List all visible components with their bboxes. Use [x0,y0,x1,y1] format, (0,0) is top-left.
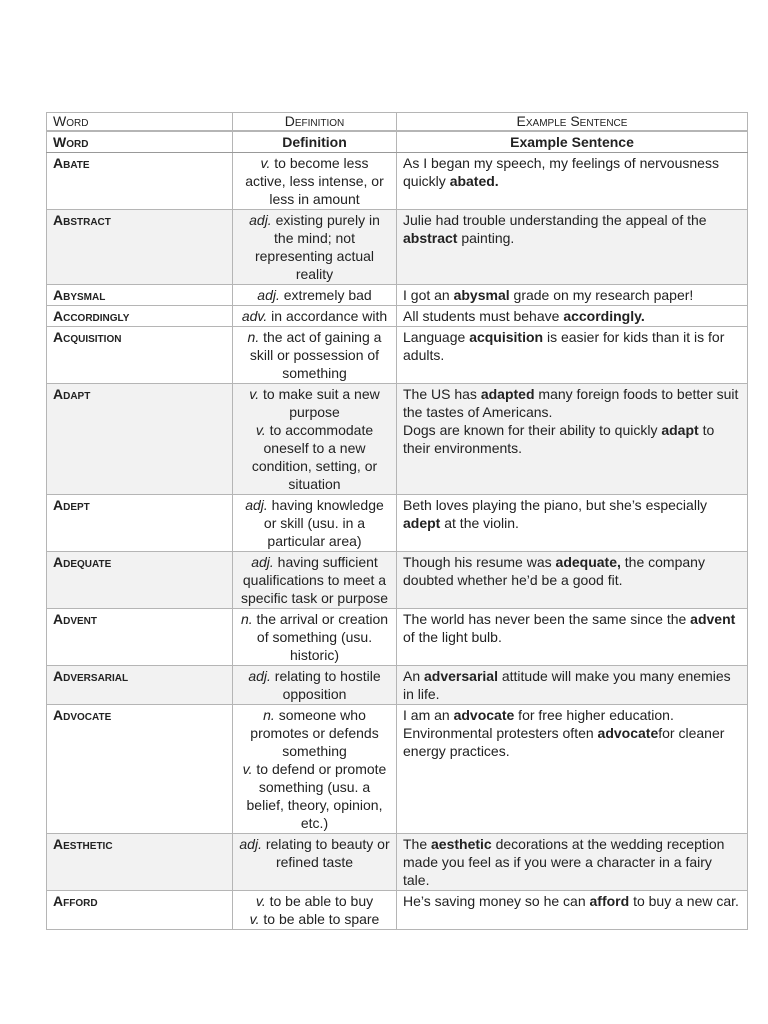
example-sentence: An adversarial attitude will make you many enemies in life. [403,668,731,702]
example-sentence: Environmental protesters often advocatefor cleaner energy practices. [403,725,725,759]
example-column-header: Example Sentence [397,131,748,153]
word-column-header: Word [47,131,233,153]
definition-cell [233,327,397,384]
example-sentence: He’s saving money so he can afford to buy a new car. [403,893,739,909]
example-sentence: I am an advocate for free higher education. [403,707,674,723]
part-of-speech: v. [255,893,266,909]
word-cell: Adversarial [47,666,233,705]
definition-line: v. to be able to spare [249,911,380,927]
part-of-speech: n. [263,707,275,723]
table-row [47,609,748,666]
definition-cell [233,306,397,327]
table-row [47,153,748,210]
part-of-speech: v. [249,386,260,402]
definition-line: adv. in accordance with [241,308,388,324]
table-row [47,285,748,306]
definition-line: n. someone who promotes or defends something [250,707,379,759]
part-of-speech: adj. [239,836,262,852]
example-cell [397,285,748,306]
example-cell [397,327,748,384]
example-sentence: The world has never been the same since the advent of the light bulb. [403,611,736,645]
definition-line: adj. extremely bad [257,287,372,303]
example-cell [397,891,748,930]
table-row [47,705,748,834]
definition-cell [233,666,397,705]
vocabulary-table [46,112,748,930]
vocabulary-word-highlight: afford [589,893,630,909]
definition-cell [233,495,397,552]
vocabulary-word-highlight: advocate [453,707,515,723]
word-cell: Aesthetic [47,834,233,891]
vocabulary-word-highlight: adequate, [555,554,621,570]
part-of-speech: n. [247,329,260,345]
example-sentence: I got an abysmal grade on my research paper! [403,287,694,303]
part-of-speech: adj. [249,212,272,228]
example-cell [397,609,748,666]
table-row [47,891,748,930]
part-of-speech: v. [260,155,271,171]
definition-line: v. to become less active, less intense, or less in amount [245,155,384,207]
part-of-speech: adj. [245,497,268,513]
definition-cell [233,609,397,666]
definition-cell [233,891,397,930]
example-cell [397,834,748,891]
definition-line: adj. relating to hostile opposition [248,668,381,702]
example-sentence: All students must behave accordingly. [403,308,645,324]
word-cell: Adapt [47,384,233,495]
part-of-speech: adj. [257,287,280,303]
definition-line: v. to accommodate oneself to a new condition, setting, or situation [251,422,378,492]
definition-cell [233,210,397,285]
example-sentence: As I began my speech, my feelings of nervousness quickly abated. [403,155,719,189]
vocabulary-word-highlight: aesthetic [431,836,492,852]
definition-line: adj. having sufficient qualifications to meet a specific task or purpose [240,554,389,606]
example-sentence: Beth loves playing the piano, but she’s especially adept at the violin. [403,497,708,531]
table-row [47,834,748,891]
vocabulary-word-highlight: adept [403,515,441,531]
definition-cell [233,153,397,210]
example-sentence: Though his resume was adequate, the company doubted whether he’d be a good fit. [403,554,705,588]
table-header-row [47,113,748,132]
table-row [47,384,748,495]
word-cell: Advocate [47,705,233,834]
vocabulary-word-highlight: advocate [597,725,659,741]
vocabulary-word-highlight: abstract [403,230,458,246]
definition-column-header: Definition [233,131,397,153]
example-cell [397,552,748,609]
vocabulary-word-highlight: abated. [449,173,499,189]
word-cell: Abate [47,153,233,210]
table-row [47,306,748,327]
vocabulary-word-highlight: acquisition [469,329,544,345]
example-column-header: Example Sentence [397,113,748,132]
word-cell: Accordingly [47,306,233,327]
example-cell [397,495,748,552]
part-of-speech: n. [240,611,253,627]
vocabulary-word-highlight: advent [690,611,736,627]
definition-column-header: Definition [233,113,397,132]
vocabulary-word-highlight: adapted [480,386,535,402]
table-row [47,666,748,705]
table-row [47,210,748,285]
table-row [47,495,748,552]
definition-line: adj. having knowledge or skill (usu. in a particular area) [245,497,384,549]
definition-cell [233,285,397,306]
word-cell: Abstract [47,210,233,285]
word-cell: Adept [47,495,233,552]
example-cell [397,666,748,705]
example-sentence: The US has adapted many foreign foods to better suit the tastes of Americans. [403,386,739,420]
example-cell [397,384,748,495]
word-cell: Acquisition [47,327,233,384]
example-cell [397,705,748,834]
vocabulary-word-highlight: adversarial [424,668,498,684]
example-sentence: The aesthetic decorations at the wedding reception made you feel as if you were a character in a fairy tale. [403,836,725,888]
definition-cell [233,705,397,834]
part-of-speech: adj. [251,554,274,570]
example-sentence: Language acquisition is easier for kids than it is for adults. [403,329,725,363]
example-cell [397,153,748,210]
definition-line: v. to be able to buy [255,893,374,909]
word-cell: Advent [47,609,233,666]
table-header-row [47,131,748,153]
example-sentence: Julie had trouble understanding the appeal of the abstract painting. [403,212,707,246]
vocabulary-word-highlight: accordingly. [563,308,645,324]
example-cell [397,306,748,327]
definition-line: n. the act of gaining a skill or possession of something [247,329,382,381]
word-cell: Adequate [47,552,233,609]
part-of-speech: v. [255,422,266,438]
word-cell: Afford [47,891,233,930]
definition-cell [233,834,397,891]
definition-line: adj. existing purely in the mind; not representing actual reality [249,212,380,282]
vocabulary-word-highlight: abysmal [453,287,510,303]
example-cell [397,210,748,285]
part-of-speech: adv. [241,308,268,324]
table-row [47,552,748,609]
definition-line: n. the arrival or creation of something (usu. historic) [240,611,389,663]
word-column-header: Word [47,113,233,132]
definition-cell [233,384,397,495]
part-of-speech: v. [242,761,253,777]
word-cell: Abysmal [47,285,233,306]
table-row [47,327,748,384]
definition-line: v. to make suit a new purpose [249,386,380,420]
vocabulary-word-highlight: adapt [661,422,699,438]
part-of-speech: v. [249,911,260,927]
example-sentence: Dogs are known for their ability to quickly adapt to their environments. [403,422,715,456]
definition-line: adj. relating to beauty or refined taste [239,836,390,870]
definition-cell [233,552,397,609]
definition-line: v. to defend or promote something (usu. a belief, theory, opinion, etc.) [242,761,387,831]
part-of-speech: adj. [248,668,271,684]
